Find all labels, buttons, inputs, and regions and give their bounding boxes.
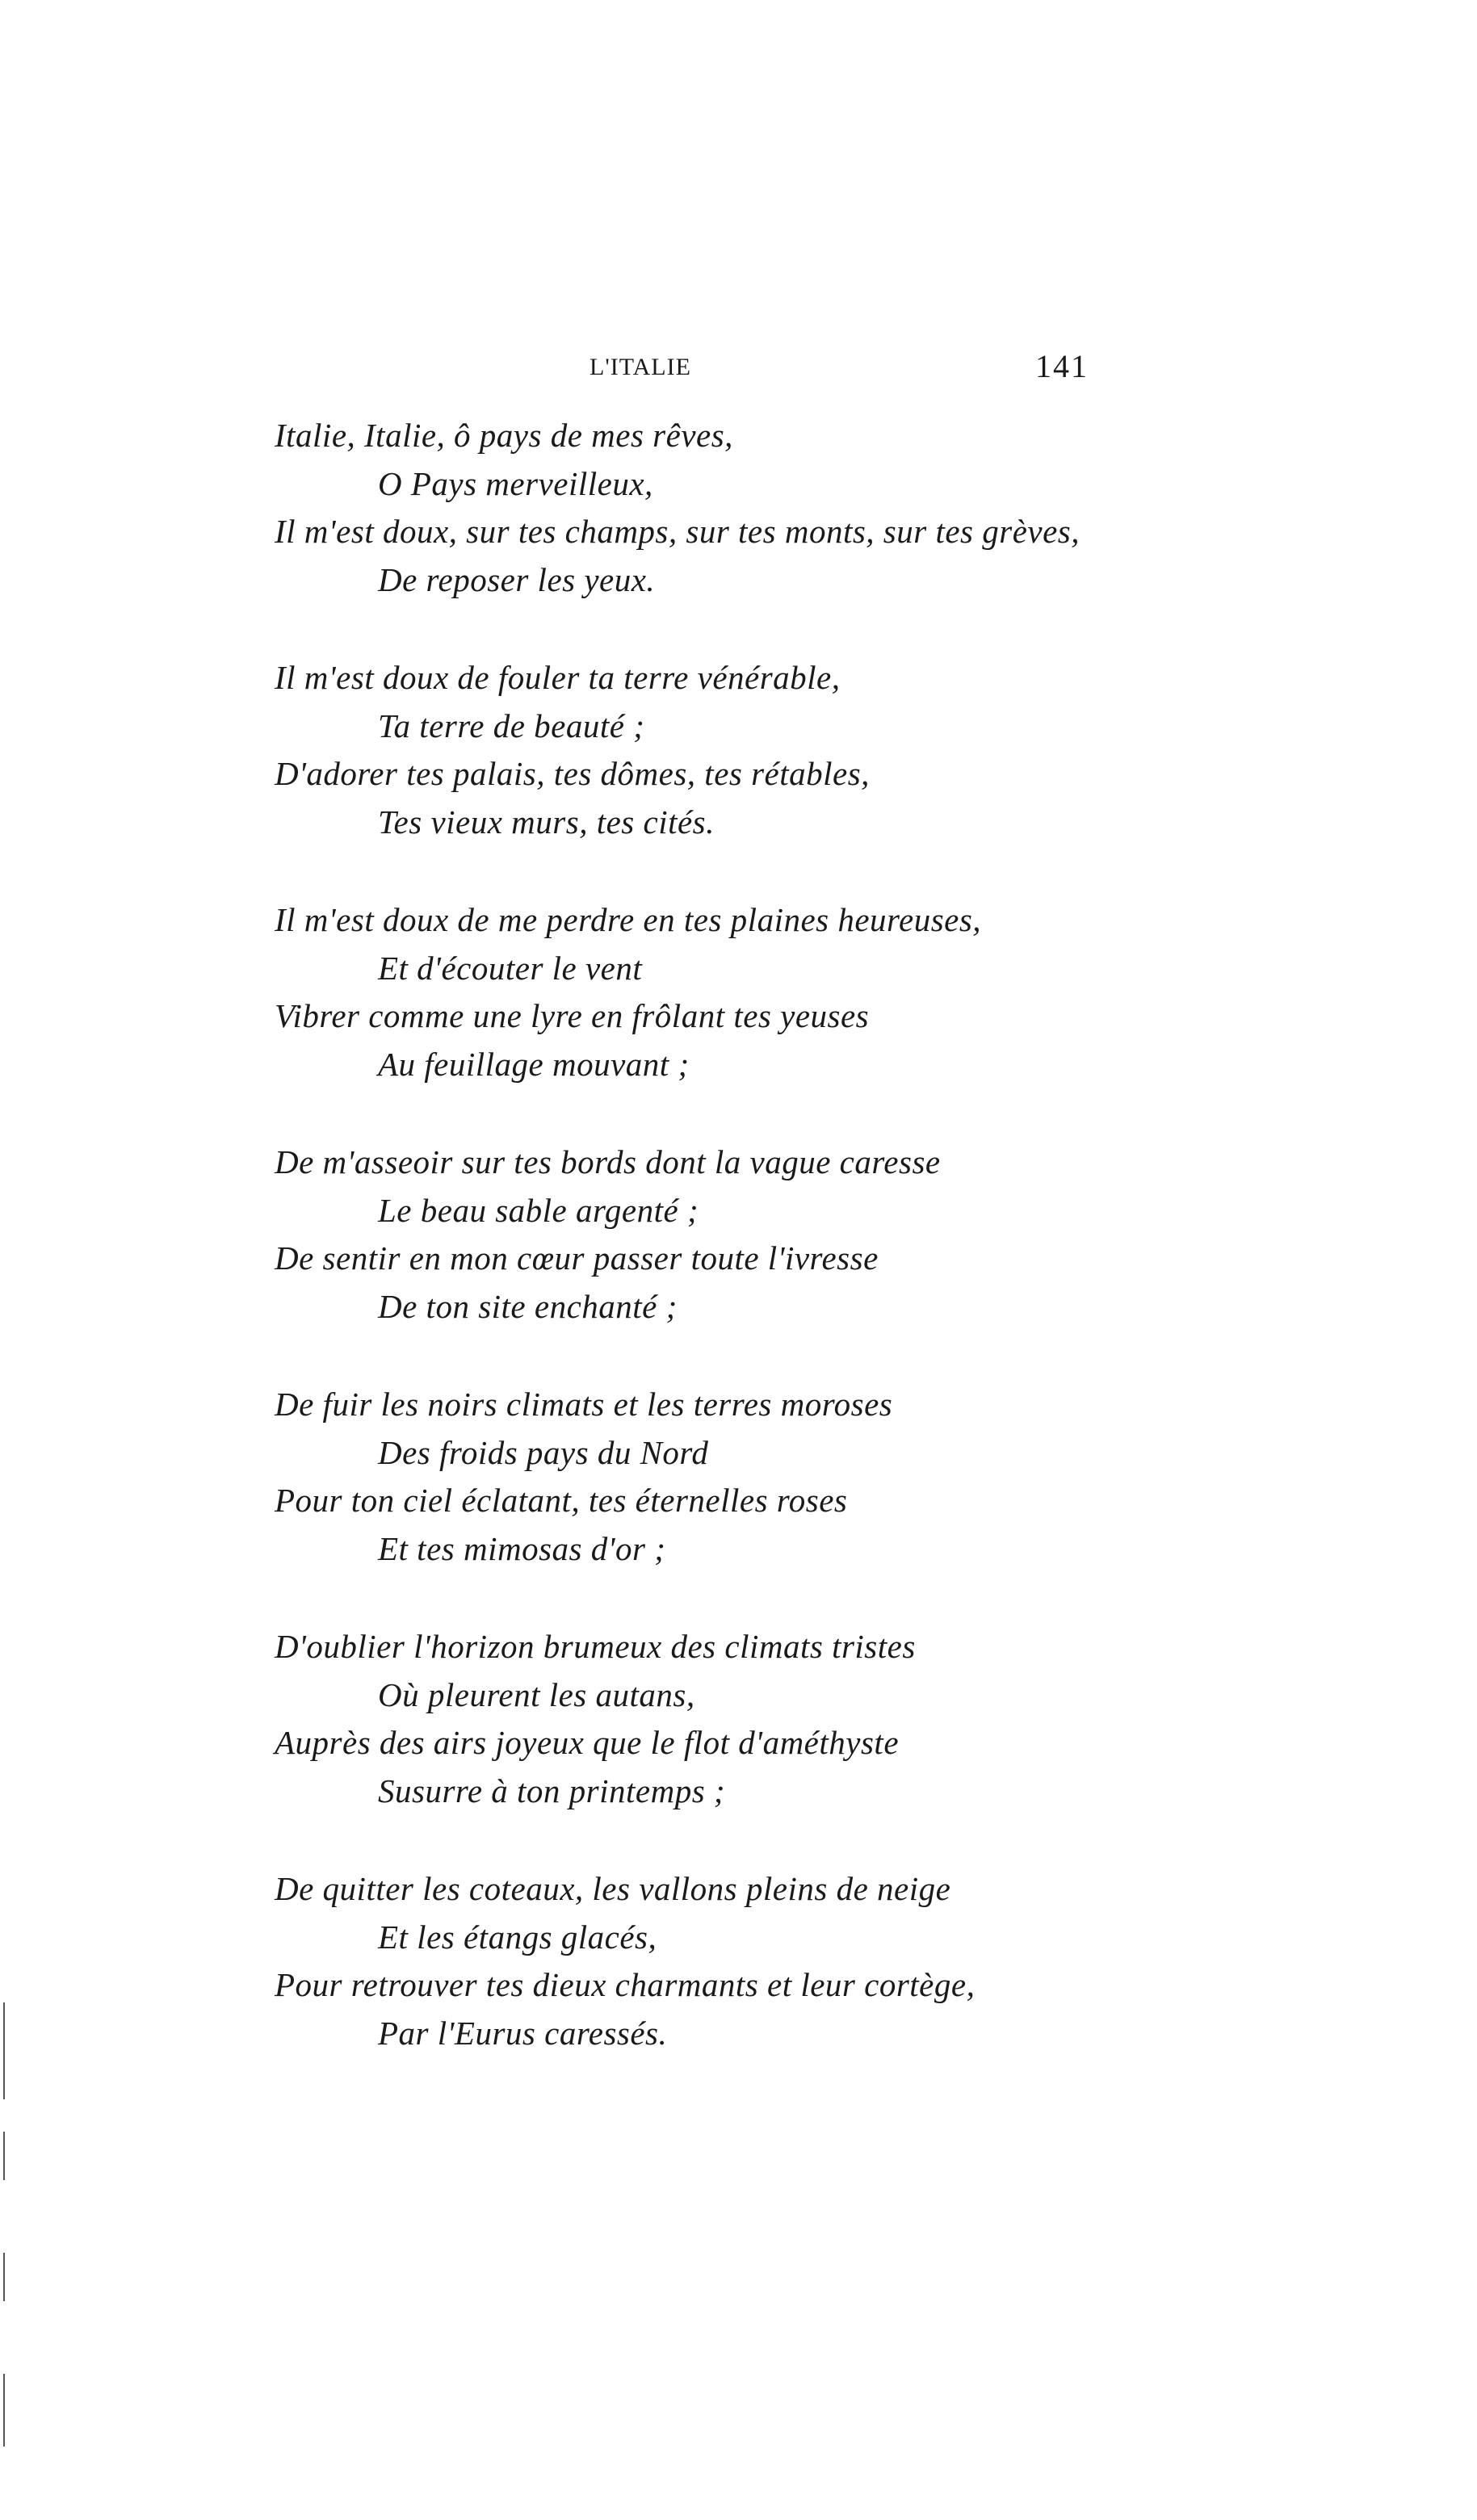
verse-line: Il m'est doux de fouler ta terre vénérable, (275, 659, 841, 696)
poem (275, 412, 1163, 2107)
verse-line: Au feuillage mouvant ; (378, 1045, 690, 1083)
verse-line: Vibrer comme une lyre en frôlant tes yeuses (275, 997, 870, 1034)
stanza (275, 1623, 1163, 1815)
stanza (275, 1865, 1163, 2057)
verse-line: Et les étangs glacés, (378, 1918, 657, 1956)
scan-edge-mark (3, 2002, 5, 2099)
stanza (275, 896, 1163, 1088)
verse-line: De m'asseoir sur tes bords dont la vague caresse (275, 1143, 941, 1180)
verse-line: De quitter les coteaux, les vallons pleins de neige (275, 1870, 951, 1907)
verse-line: De ton site enchanté ; (378, 1287, 678, 1325)
verse-line: Pour retrouver tes dieux charmants et leur cortège, (275, 1966, 976, 2003)
scan-edge-mark (3, 2253, 5, 2301)
verse-line: Et tes mimosas d'or ; (378, 1529, 666, 1567)
verse-line: Le beau sable argenté ; (378, 1191, 699, 1229)
verse-line: Il m'est doux, sur tes champs, sur tes monts, sur tes grèves, (275, 513, 1080, 550)
verse-line: D'adorer tes palais, tes dômes, tes rétables, (275, 755, 870, 792)
verse-line: Susurre à ton printemps ; (378, 1772, 726, 1809)
stanza (275, 1381, 1163, 1573)
verse-line: O Pays merveilleux, (378, 464, 653, 502)
scan-edge-mark (3, 2132, 5, 2180)
verse-line: Tes vieux murs, tes cités. (378, 803, 715, 841)
scan-edge-mark (3, 2374, 5, 2447)
verse-line: De sentir en mon cœur passer toute l'ivresse (275, 1239, 879, 1277)
verse-line: D'oublier l'horizon brumeux des climats tristes (275, 1628, 916, 1665)
verse-line: Des froids pays du Nord (378, 1433, 709, 1471)
verse-line: Ta terre de beauté ; (378, 707, 645, 744)
verse-line: De reposer les yeux. (378, 560, 656, 598)
verse-line: Par l'Eurus caressés. (378, 2014, 668, 2052)
verse-line: Et d'écouter le vent (378, 949, 643, 987)
verse-line: Pour ton ciel éclatant, tes éternelles roses (275, 1482, 848, 1519)
verse-line: Auprès des airs joyeux que le flot d'améthyste (275, 1724, 900, 1761)
verse-line: Il m'est doux de me perdre en tes plaines heureuses, (275, 901, 982, 938)
verse-line: De fuir les noirs climats et les terres moroses (275, 1386, 893, 1423)
stanza (275, 1138, 1163, 1331)
stanza (275, 654, 1163, 846)
stanza (275, 412, 1163, 604)
verse-line: Où pleurent les autans, (378, 1675, 695, 1713)
verse-line: Italie, Italie, ô pays de mes rêves, (275, 417, 733, 454)
running-title: L'ITALIE (590, 354, 691, 380)
page-number: 141 (1035, 348, 1089, 384)
